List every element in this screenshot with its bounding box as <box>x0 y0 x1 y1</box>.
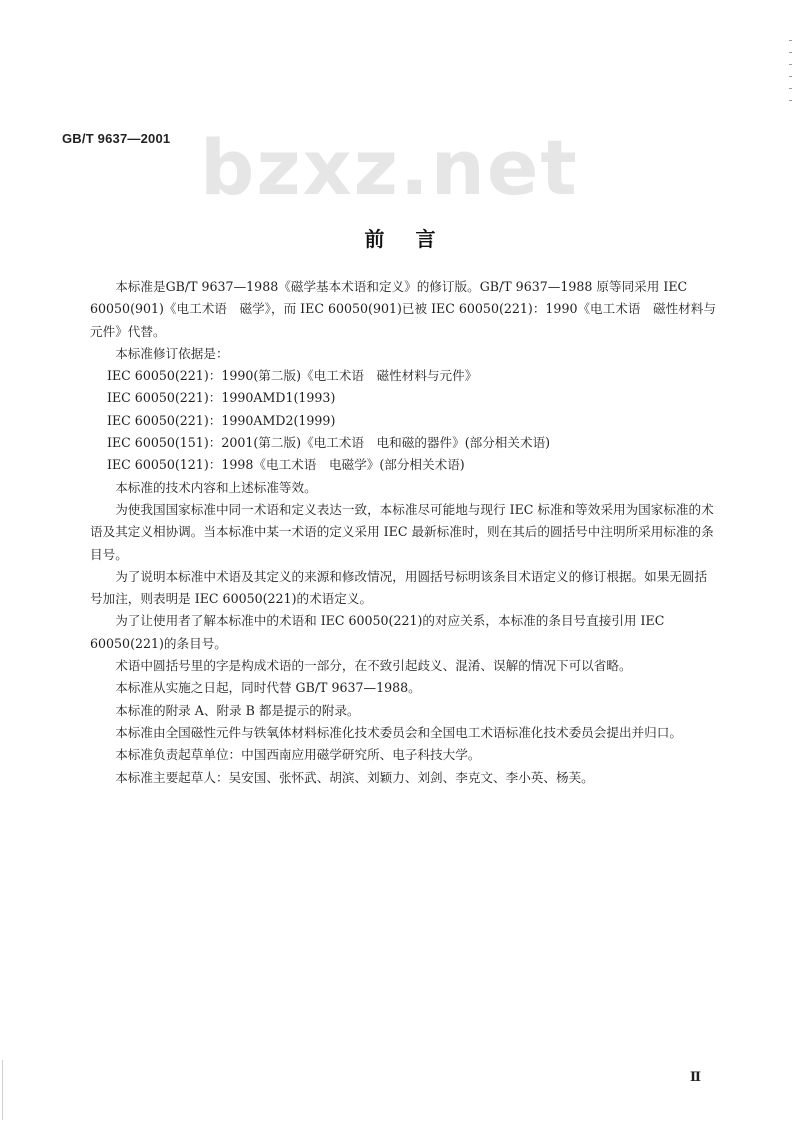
reference-item: IEC 60050(221)：1990(第二版)《电工术语 磁性材料与元件》 <box>107 368 478 384</box>
paragraph-parentheses: 术语中圆括号里的字是构成术语的一部分，在不致引起歧义、混淆、误解的情况下可以省略。 <box>115 658 632 674</box>
paragraph-drafters: 本标准主要起草人：吴安国、张怀武、胡滨、刘颖力、刘剑、李克文、李小英、杨芙。 <box>115 769 594 785</box>
paragraph-replacement: 本标准从实施之日起，同时代替 GB/T 9637—1988。 <box>115 680 421 696</box>
paragraph-source-notes: 为了说明本标准中术语及其定义的来源和修改情况，用圆括号标明该条目术语定义的修订根据。如果无圆括号加注，则表明是 IEC 60050(221)的术语定义。 <box>90 568 708 607</box>
reference-item: IEC 60050(221)：1990AMD1(1993) <box>107 390 336 406</box>
paragraph-drafting-units: 本标准负责起草单位：中国西南应用磁学研究所、电子科技大学。 <box>115 747 481 763</box>
scan-edge-marks <box>782 0 792 1129</box>
paragraph-proposer: 本标准由全国磁性元件与铁氧体材料标准化技术委员会和全国电工术语标准化技术委员会提出并归口。 <box>115 724 682 740</box>
paragraph-basis-heading: 本标准修订依据是： <box>115 345 229 361</box>
paragraph-equivalence: 本标准的技术内容和上述标准等效。 <box>115 479 317 495</box>
watermark-text: bzxz.net <box>200 123 579 212</box>
reference-item: IEC 60050(221)：1990AMD2(1999) <box>107 412 336 428</box>
document-code: GB/T 9637—2001 <box>62 131 171 146</box>
paragraph-intro: 本标准是GB/T 9637—1988《磁学基本术语和定义》的修订版。GB/T 9637—1988 原等同采用 IEC 60050(901)《电工术语 磁学》，而 IEC 60050(901)已被 IEC 60050(221)：1990《电工术语 磁性材料与元件》代替。 <box>90 279 716 339</box>
foreword-body <box>90 276 718 789</box>
reference-item: IEC 60050(121)：1998《电工术语 电磁学》(部分相关术语) <box>107 457 465 473</box>
paragraph-consistency: 为使我国国家标准中同一术语和定义表达一致，本标准尽可能地与现行 IEC 标准和等效采用为国家标准的术语及其定义相协调。当本标准中某一术语的定义采用 IEC 最新标准时，则在其后的圆括号中注明所采用标准的条目号。 <box>90 501 714 562</box>
reference-item: IEC 60050(151)：2001(第二版)《电工术语 电和磁的器件》(部分相关术语) <box>107 435 551 451</box>
page-title: 前 言 <box>364 227 436 251</box>
paragraph-entry-numbers: 为了让使用者了解本标准中的术语和 IEC 60050(221)的对应关系，本标准的条目号直接引用 IEC 60050(221)的条目号。 <box>90 613 665 651</box>
paragraph-annexes: 本标准的附录 A、附录 B 都是提示的附录。 <box>115 702 360 718</box>
page-number: Ⅱ <box>690 1070 701 1085</box>
scan-edge-line <box>2 1060 3 1120</box>
